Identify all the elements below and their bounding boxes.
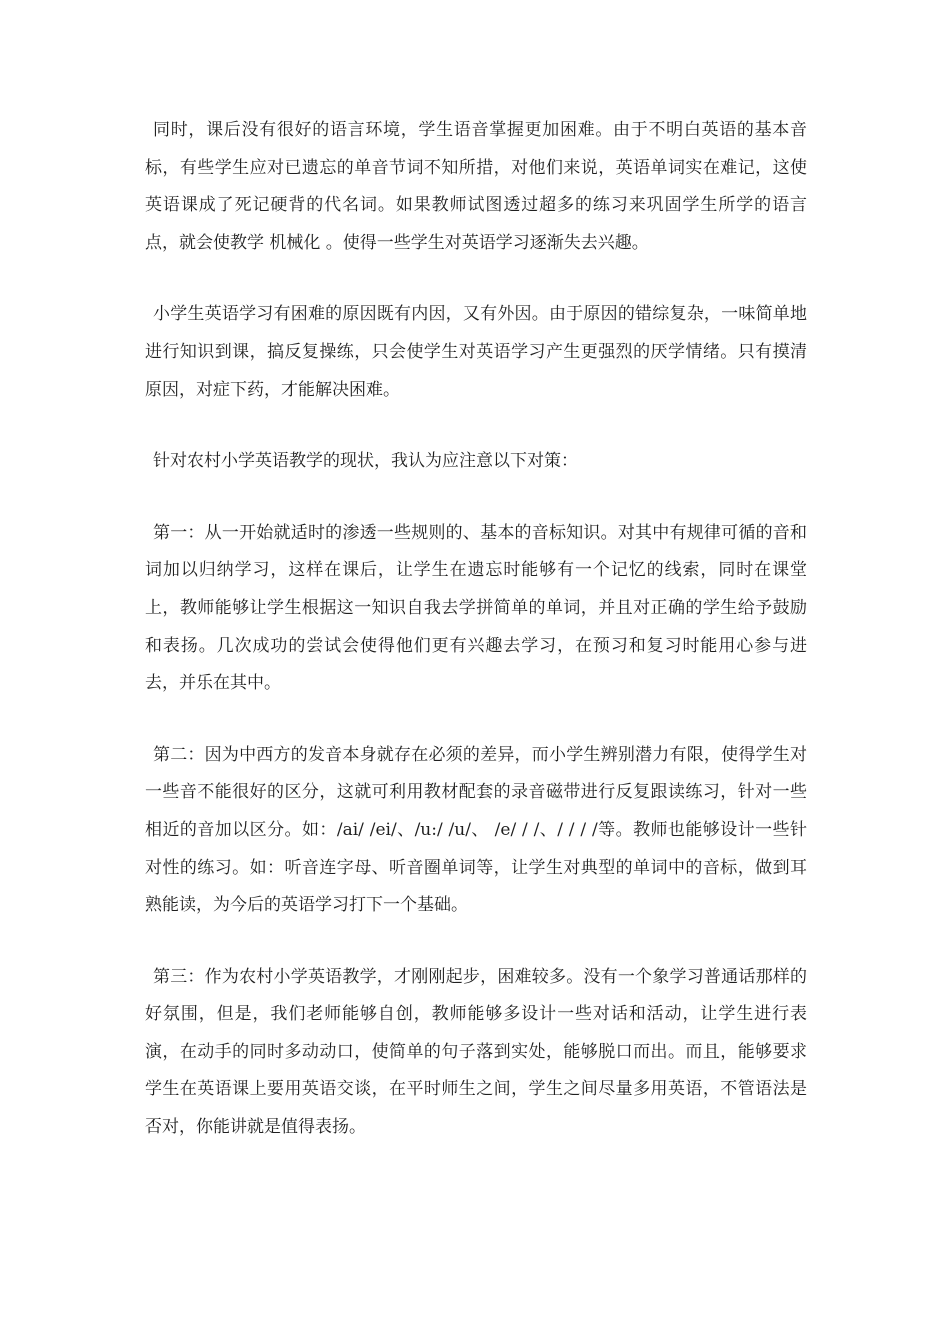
paragraph-6: 第三：作为农村小学英语教学，才刚刚起步，困难较多。没有一个象学习普通话那样的好氛围，但是，我们老师能够自创，教师能够多设计一些对话和活动，让学生进行表演，在动手的同时多动动口，使简单的句子落到实处，能够脱口而出。而且，能够要求学生在英语课上要用英语交谈，在平时师生之间，学生之间尽量多用英语，不管语法是否对，你能讲就是值得表扬。 bbox=[145, 966, 807, 1138]
paragraph-1: 同时，课后没有很好的语言环境，学生语音掌握更加困难。由于不明白英语的基本音标，有些学生应对已遗忘的单音节词不知所措，对他们来说，英语单词实在难记，这使英语课成了死记硬背的代名词。如果教师试图透过超多的练习来巩固学生所学的语言点，就会使教学 机械化 。使得一些学生对英语学习逐渐失去兴趣。 bbox=[145, 120, 807, 253]
paragraph-5: 第二：因为中西方的发音本身就存在必须的差异，而小学生辨别潜力有限，使得学生对一些音不能很好的区分，这就可利用教材配套的录音磁带进行反复跟读练习，针对一些相近的音加以区分。如：/ai/ /ei/、/u:/ /u/、 /e/ / /、/ / / /等。教师也能够设计一些针对性的练习。如：听音连字母、听音圈单词等，让学生对典型的单词中的音标，做到耳熟能读，为今后的英语学习打下一个基础。 bbox=[145, 744, 807, 916]
paragraph-3: 针对农村小学英语教学的现状，我认为应注意以下对策： bbox=[153, 451, 578, 472]
paragraph-4: 第一：从一开始就适时的渗透一些规则的、基本的音标知识。对其中有规律可循的音和词加以归纳学习，这样在课后，让学生在遗忘时能够有一个记忆的线索，同时在课堂上，教师能够让学生根据这一知识自我去学拼简单的单词，并且对正确的学生给予鼓励和表扬。几次成功的尝试会使得他们更有兴趣去学习，在预习和复习时能用心参与进去，并乐在其中。 bbox=[145, 522, 807, 694]
document-body bbox=[145, 112, 807, 1147]
paragraph-2: 小学生英语学习有困难的原因既有内因，又有外因。由于原因的错综复杂，一味简单地进行知识到课，搞反复操练，只会使学生对英语学习产生更强烈的厌学情绪。只有摸清原因，对症下药，才能解决困难。 bbox=[145, 304, 807, 400]
